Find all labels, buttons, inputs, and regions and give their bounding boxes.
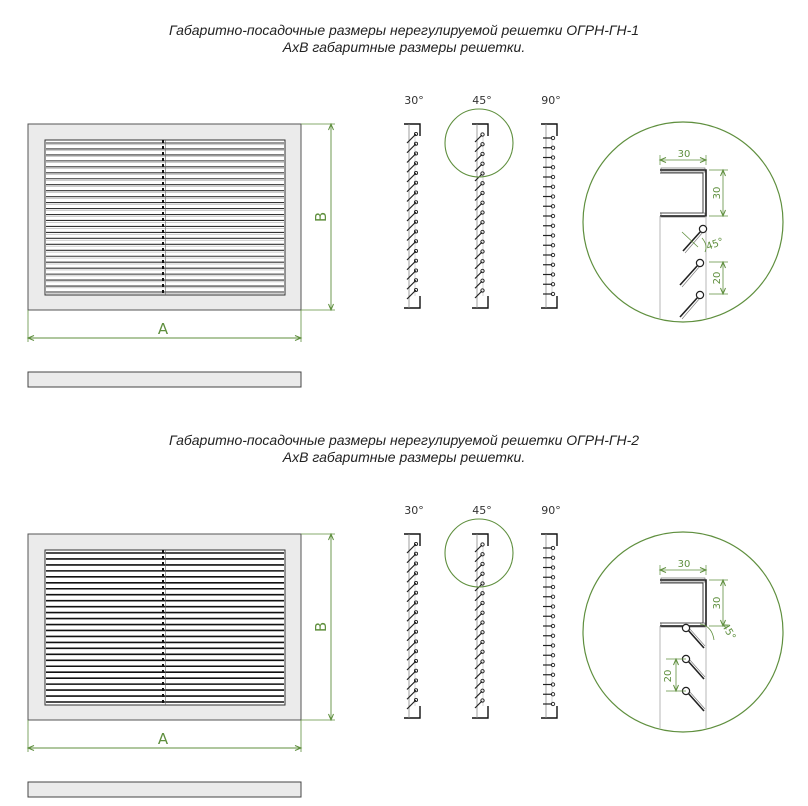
slat-pivot xyxy=(481,679,484,682)
section1-subtitle: АхВ габаритные размеры решетки. xyxy=(282,39,526,55)
section1-group xyxy=(28,94,783,387)
slat-pivot xyxy=(481,572,484,575)
slat-profile xyxy=(475,164,482,171)
angle-label-45: 45° xyxy=(472,504,492,517)
slat-pivot xyxy=(481,240,484,243)
slat-profile xyxy=(475,594,482,601)
dimension-label-b: B xyxy=(312,621,330,633)
slat-pivot xyxy=(481,182,484,185)
detail-slat-edge xyxy=(682,298,700,319)
channel-top xyxy=(541,124,557,136)
slat-profile xyxy=(475,682,482,689)
dimension-label-a: A xyxy=(157,730,169,748)
dimension-label-b: B xyxy=(312,211,330,223)
slat-pivot xyxy=(481,543,484,546)
detail-slat xyxy=(688,630,704,648)
slat-pivot xyxy=(481,211,484,214)
detail-width-label: 30 xyxy=(677,559,691,570)
slat-profile xyxy=(475,194,482,201)
angle-label-90: 90° xyxy=(541,504,561,517)
slat-profile xyxy=(475,643,482,650)
slat-pivot xyxy=(481,143,484,146)
detail-slat xyxy=(688,661,704,679)
slat-pivot xyxy=(481,582,484,585)
slat-profile xyxy=(475,623,482,630)
channel-top xyxy=(541,534,557,546)
detail-pitch-label: 20 xyxy=(712,271,723,285)
slat-pivot xyxy=(481,230,484,233)
channel-bottom xyxy=(541,706,557,718)
section2-title: Габаритно-посадочные размеры нерегулируемой решетки ОГРН-ГН-2 xyxy=(168,432,640,448)
slat-pivot xyxy=(481,689,484,692)
slat-profile xyxy=(475,281,482,288)
slat-profile xyxy=(475,145,482,152)
slat-profile xyxy=(475,545,482,552)
detail-angle-label: 45° xyxy=(704,236,726,253)
slat-profile xyxy=(475,213,482,220)
channel-bottom xyxy=(404,706,420,718)
slat-pivot xyxy=(481,562,484,565)
detail-channel xyxy=(660,170,706,216)
section2-group xyxy=(28,504,783,797)
slat-pivot xyxy=(481,152,484,155)
slat-pivot xyxy=(481,133,484,136)
detail-pivot xyxy=(696,291,703,298)
slat-profile xyxy=(475,613,482,620)
section2-subtitle: АхВ габаритные размеры решетки. xyxy=(282,449,526,465)
slat-profile xyxy=(475,604,482,611)
slat-pivot xyxy=(481,650,484,653)
detail-channel-inner xyxy=(660,583,703,623)
slat-pivot xyxy=(481,250,484,253)
slat-pivot xyxy=(481,191,484,194)
detail-slat-edge xyxy=(682,266,700,287)
channel-bottom xyxy=(472,706,488,718)
slat-pivot xyxy=(481,162,484,165)
slat-pivot xyxy=(481,221,484,224)
slat-profile xyxy=(475,272,482,279)
detail-slat xyxy=(688,693,704,711)
slat-profile xyxy=(475,291,482,298)
channel-top xyxy=(472,534,488,546)
slat-profile xyxy=(475,633,482,640)
detail-pivot xyxy=(682,624,689,631)
detail-width-label: 30 xyxy=(677,149,691,160)
grille-opening xyxy=(45,140,285,295)
channel-bottom xyxy=(541,296,557,308)
detail-channel xyxy=(660,580,706,626)
detail-pivot xyxy=(699,225,706,232)
slat-pivot xyxy=(481,601,484,604)
grille-side-view xyxy=(28,372,301,387)
slat-profile xyxy=(475,223,482,230)
slat-profile xyxy=(475,691,482,698)
slat-pivot xyxy=(481,670,484,673)
slat-pivot xyxy=(481,279,484,282)
detail-slat xyxy=(680,265,698,285)
slat-pivot xyxy=(481,260,484,263)
angle-label-30: 30° xyxy=(404,94,424,107)
slat-pivot xyxy=(481,621,484,624)
slat-pivot xyxy=(481,289,484,292)
detail-slat-edge xyxy=(689,659,705,677)
slat-profile xyxy=(475,565,482,572)
slat-pivot xyxy=(481,269,484,272)
grille-opening xyxy=(45,550,285,705)
detail-channel-inner xyxy=(660,173,703,213)
slat-profile xyxy=(475,252,482,259)
slat-pivot xyxy=(481,699,484,702)
slat-pivot xyxy=(481,611,484,614)
detail-slat-edge xyxy=(689,691,705,709)
detail-height-label: 30 xyxy=(712,596,723,610)
slat-pivot xyxy=(481,553,484,556)
slat-profile xyxy=(475,184,482,191)
slat-pivot xyxy=(481,201,484,204)
detail-height-label: 30 xyxy=(712,186,723,200)
slat-profile xyxy=(475,262,482,269)
channel-top xyxy=(472,124,488,136)
slat-profile xyxy=(475,203,482,210)
slat-profile xyxy=(475,233,482,240)
slat-profile xyxy=(475,155,482,162)
slat-profile xyxy=(475,701,482,708)
slat-pivot xyxy=(481,640,484,643)
grille-side-view xyxy=(28,782,301,797)
detail-angle-label: 45° xyxy=(718,621,738,643)
slat-profile xyxy=(475,135,482,142)
slat-profile xyxy=(475,242,482,249)
slat-pivot xyxy=(481,660,484,663)
angle-label-30: 30° xyxy=(404,504,424,517)
angle-label-90: 90° xyxy=(541,94,561,107)
section1-title: Габаритно-посадочные размеры нерегулируемой решетки ОГРН-ГН-1 xyxy=(168,22,640,38)
slat-profile xyxy=(475,574,482,581)
angle-label-45: 45° xyxy=(472,94,492,107)
slat-pivot xyxy=(481,631,484,634)
dimension-label-a: A xyxy=(157,320,169,338)
detail-slat-edge xyxy=(689,628,705,646)
slat-profile xyxy=(475,662,482,669)
channel-bottom xyxy=(404,296,420,308)
detail-pivot xyxy=(696,259,703,266)
slat-profile xyxy=(475,652,482,659)
detail-slat-edge xyxy=(685,232,703,253)
detail-pitch-label: 20 xyxy=(663,669,674,683)
slat-pivot xyxy=(481,592,484,595)
angle-guide xyxy=(682,232,698,247)
slat-profile xyxy=(475,672,482,679)
detail-slat xyxy=(680,297,698,317)
channel-bottom xyxy=(472,296,488,308)
slat-profile xyxy=(475,555,482,562)
slat-pivot xyxy=(481,172,484,175)
